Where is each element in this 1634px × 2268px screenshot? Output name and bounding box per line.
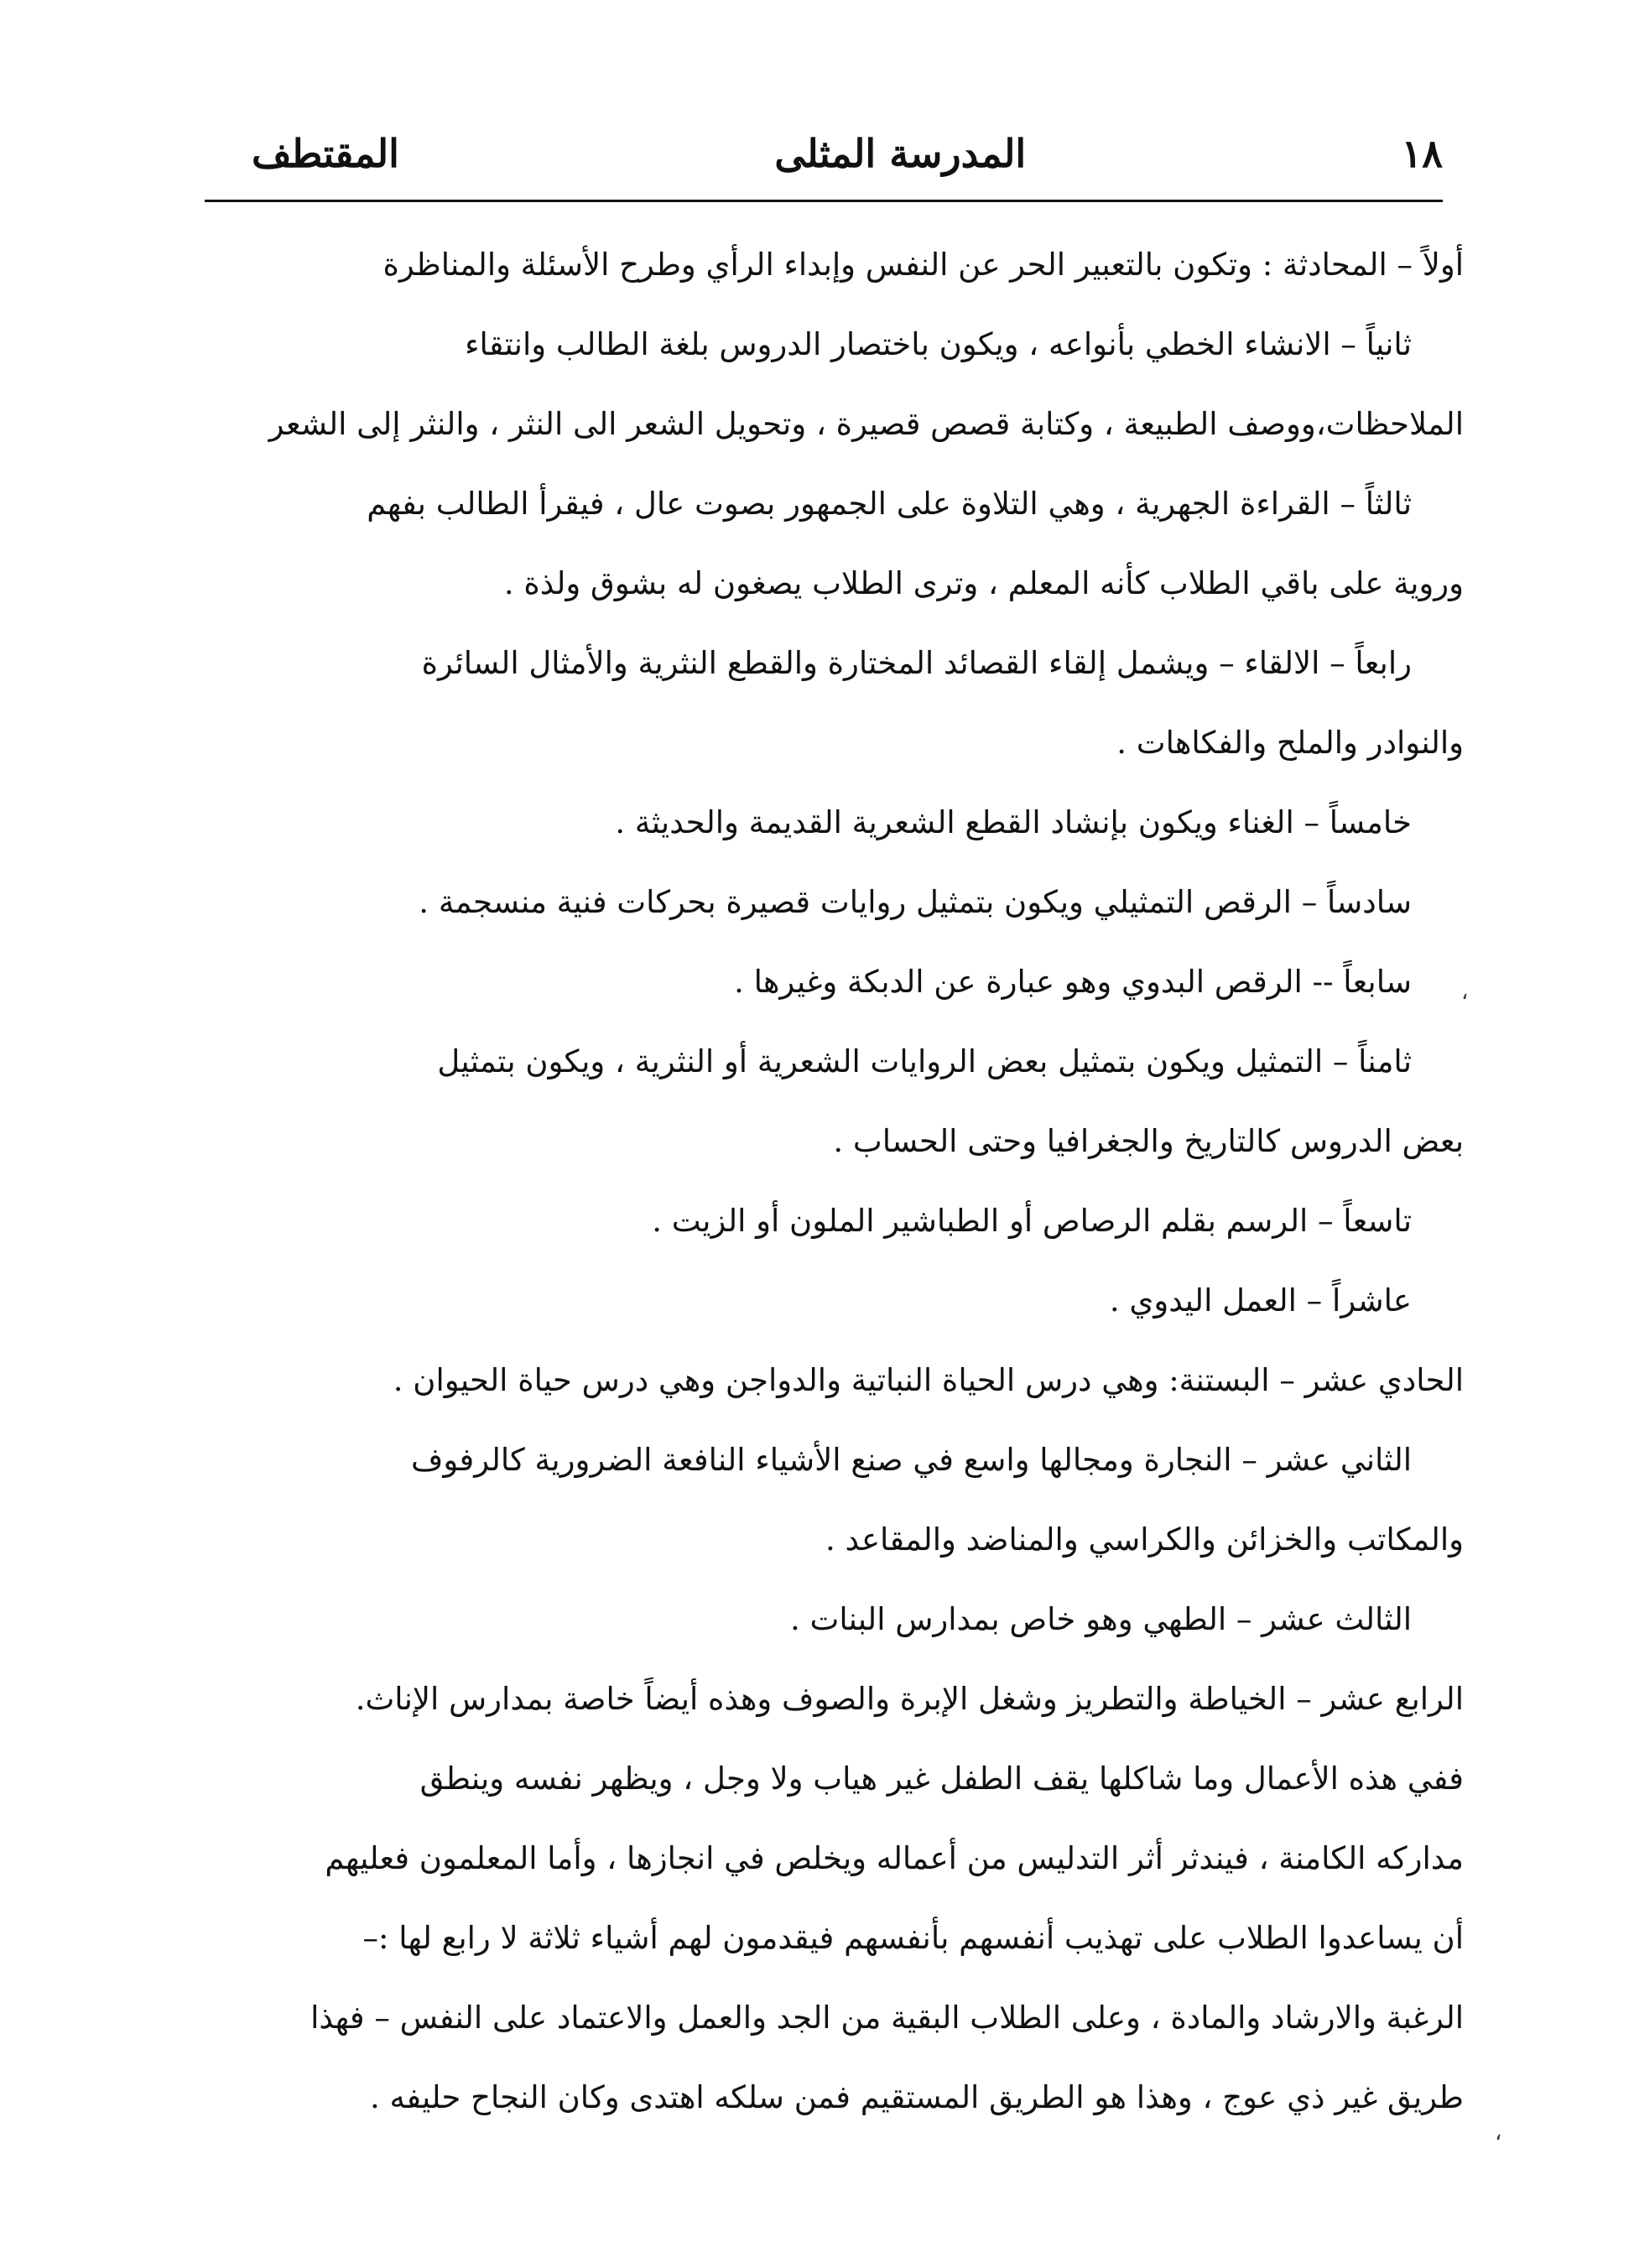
text-line: ثالثاً – القراءة الجهرية ، وهي التلاوة على الجمهور بصوت عال ، فيقرأ الطالب بفهم (367, 486, 1412, 522)
page-header (252, 124, 1443, 183)
text-line: ثانياً – الانشاء الخطي بأنواعه ، ويكون باختصار الدروس بلغة الطالب وانتقاء (465, 326, 1412, 362)
text-line: الحادي عشر – البستنة: وهي درس الحياة النباتية والدواجن وهي درس حياة الحيوان . (393, 1362, 1464, 1398)
stray-mark: ، (1495, 2120, 1502, 2146)
text-line: أولاً – المحادثة : وتكون بالتعبير الحر عن النفس وإبداء الرأي وطرح الأسئلة والمناظرة (382, 247, 1464, 283)
text-line: الرابع عشر – الخياطة والتطريز وشغل الإبرة والصوف وهذه أيضاً خاصة بمدارس الإناث. (355, 1681, 1464, 1717)
text-line: الرغبة والارشاد والمادة ، وعلى الطلاب البقية من الجد والعمل والاعتماد على النفس – فهذا (310, 2000, 1464, 2036)
text-line: تاسعاً – الرسم بقلم الرصاص أو الطباشير الملون أو الزيت . (652, 1203, 1412, 1239)
text-line: سادساً – الرقص التمثيلي ويكون بتمثيل روايات قصيرة بحركات فنية منسجمة . (419, 884, 1412, 920)
page-number: ١٨ (1401, 131, 1443, 176)
text-line: ثامناً – التمثيل ويكون بتمثيل بعض الروايات الشعرية أو النثرية ، ويكون بتمثيل (437, 1043, 1412, 1079)
text-line: بعض الدروس كالتاريخ والجغرافيا وحتى الحساب . (833, 1123, 1464, 1159)
text-line: مداركه الكامنة ، فيندثر أثر التدليس من أعماله ويخلص في انجازها ، وأما المعلمون فعليهم (325, 1840, 1464, 1876)
journal-name: المقتطف (252, 131, 399, 176)
text-line: ففي هذه الأعمال وما شاكلها يقف الطفل غير هياب ولا وجل ، ويظهر نفسه وينطق (419, 1761, 1464, 1797)
text-line: سابعاً -- الرقص البدوي وهو عبارة عن الدبكة وغيرها . (734, 964, 1412, 1000)
text-line: أن يساعدوا الطلاب على تهذيب أنفسهم بأنفسهم فيقدمون لهم أشياء ثلاثة لا رابع لها :– (362, 1920, 1464, 1956)
text-line: خامساً – الغناء ويكون بإنشاد القطع الشعرية القديمة والحديثة . (615, 804, 1412, 840)
text-line: والمكاتب والخزائن والكراسي والمناضد والمقاعد . (825, 1522, 1464, 1558)
header-rule (205, 200, 1443, 202)
text-line: الثاني عشر – النجارة ومجالها واسع في صنع الأشياء النافعة الضرورية كالرفوف (411, 1442, 1412, 1478)
text-line: وروية على باقي الطلاب كأنه المعلم ، وترى الطلاب يصغون له بشوق ولذة . (503, 565, 1464, 601)
body-text (172, 225, 1464, 2137)
text-line: والنوادر والملح والفكاهات . (1116, 725, 1464, 761)
stray-mark: ، (1461, 980, 1469, 1005)
text-line: الملاحظات،ووصف الطبيعة ، وكتابة قصص قصيرة ، وتحويل الشعر الى النثر ، والنثر إلى الشعر (268, 406, 1464, 442)
text-line: عاشراً – العمل اليدوي . (1109, 1282, 1412, 1319)
text-line: رابعاً – الالقاء – ويشمل إلقاء القصائد المختارة والقطع النثرية والأمثال السائرة (421, 645, 1412, 681)
text-line: طريق غير ذي عوج ، وهذا هو الطريق المستقيم فمن سلكه اهتدى وكان النجاح حليفه . (369, 2079, 1464, 2115)
chapter-title: المدرسة المثلى (774, 131, 1027, 176)
text-line: الثالث عشر – الطهي وهو خاص بمدارس البنات . (789, 1601, 1412, 1637)
